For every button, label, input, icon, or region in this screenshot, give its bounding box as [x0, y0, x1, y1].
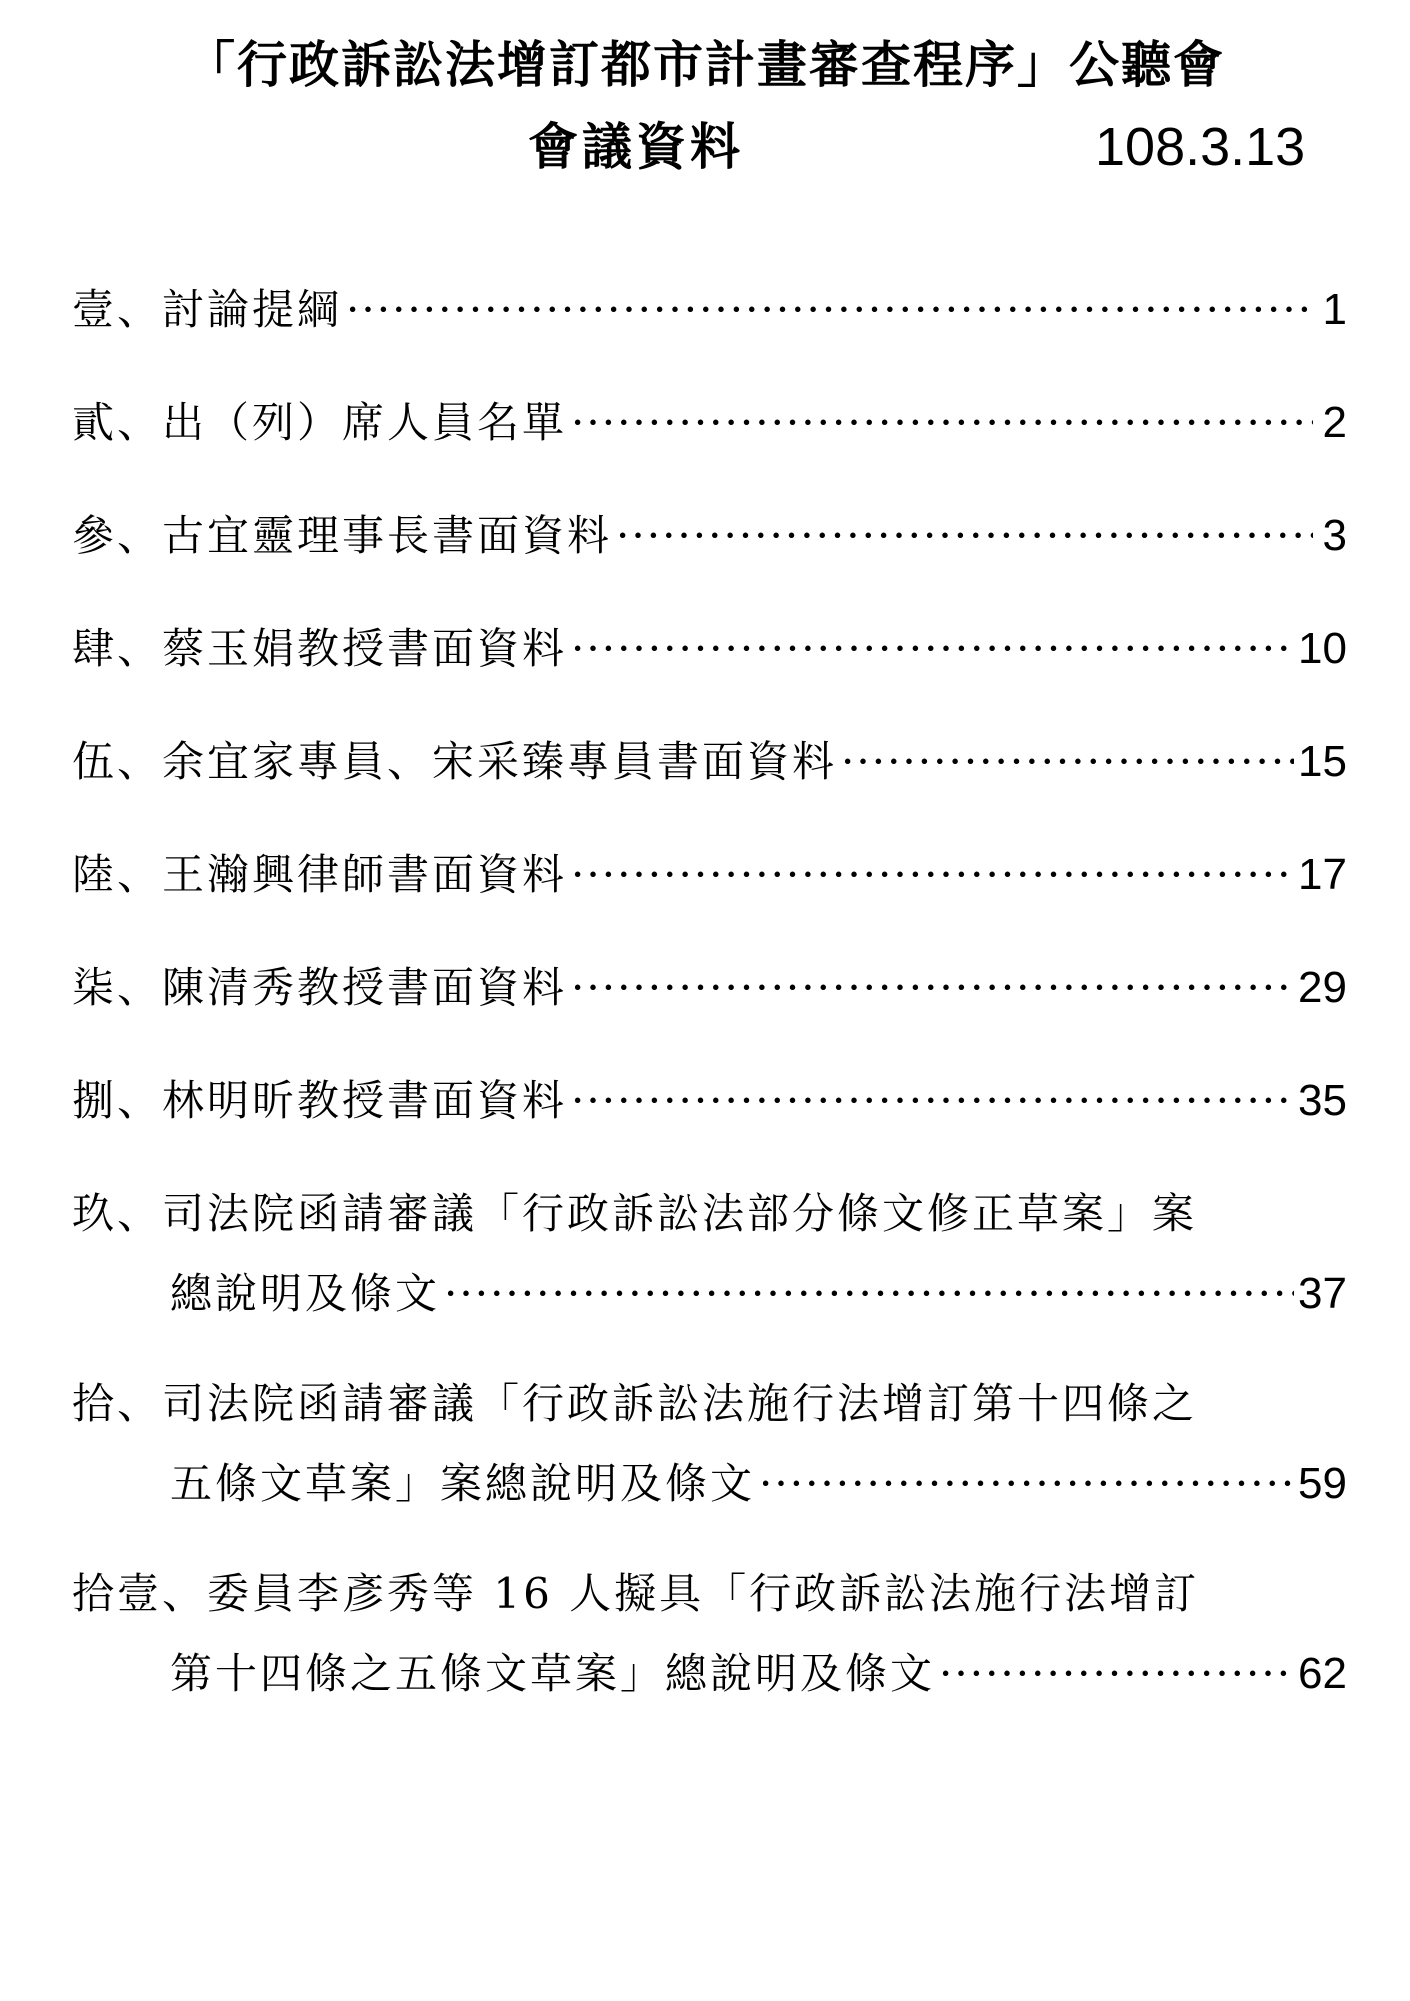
toc-entry: [72, 1174, 1347, 1364]
dot-leader: [939, 1634, 1294, 1714]
dot-leader: [571, 835, 1294, 915]
toc-page-number: 1: [1322, 285, 1347, 334]
toc-entry-label: 拾、司法院函請審議「行政訴訟法施行法增訂第十四條之: [72, 1379, 1198, 1428]
toc-page-number: 29: [1298, 963, 1347, 1012]
toc-entry-label: 伍、余宜家專員、宋采臻專員書面資料: [72, 737, 838, 786]
toc-entry: [72, 496, 1347, 609]
document-title: 「行政訴訟法增訂都市計畫審查程序」公聽會: [185, 36, 1225, 94]
toc-entry-label: 陸、王瀚興律師書面資料: [72, 850, 568, 899]
toc-page-number: 10: [1298, 624, 1347, 673]
toc-entry: [72, 383, 1347, 496]
toc-entry: [72, 722, 1347, 835]
toc-entry-label: 拾壹、委員李彥秀等 16 人擬具「行政訴訟法施行法增訂: [72, 1569, 1200, 1618]
dot-leader: [616, 496, 1313, 576]
toc-page-number: 3: [1322, 511, 1347, 560]
toc-page-number: 37: [1298, 1269, 1347, 1318]
toc-entry-label: 貳、出（列）席人員名單: [72, 398, 568, 447]
toc-page-number: 62: [1298, 1649, 1347, 1698]
toc-entry: [72, 1364, 1347, 1554]
toc-entry-label-continued: 五條文草案」案總說明及條文: [170, 1459, 756, 1508]
toc-entry: [72, 270, 1347, 383]
toc-entry-label-continued: 總說明及條文: [170, 1269, 441, 1318]
dot-leader: [571, 948, 1294, 1028]
toc-page-number: 15: [1298, 737, 1347, 786]
document-date: 108.3.13: [1095, 117, 1306, 177]
dot-leader: [571, 609, 1294, 689]
dot-leader: [841, 722, 1294, 802]
toc-entry-label: 壹、討論提綱: [72, 285, 343, 334]
toc-page-number: 2: [1322, 398, 1347, 447]
toc-entry-label: 肆、蔡玉娟教授書面資料: [72, 624, 568, 673]
toc-entry: [72, 948, 1347, 1061]
toc-page-number: 17: [1298, 850, 1347, 899]
toc-entry: [72, 1554, 1347, 1744]
toc-entry: [72, 1061, 1347, 1174]
toc-entry-label: 柒、陳清秀教授書面資料: [72, 963, 568, 1012]
toc-entry-label: 捌、林明昕教授書面資料: [72, 1076, 568, 1125]
toc-entry-label: 參、古宜靈理事長書面資料: [72, 511, 613, 560]
toc-entry: [72, 835, 1347, 948]
toc-entry-label-continued: 第十四條之五條文草案」總說明及條文: [170, 1649, 936, 1698]
table-of-contents: [72, 270, 1347, 1744]
document-subtitle: 會議資料: [528, 118, 744, 176]
subtitle-row: [0, 107, 1410, 187]
dot-leader: [346, 270, 1313, 350]
toc-entry: [72, 609, 1347, 722]
dot-leader: [444, 1254, 1294, 1334]
toc-page-number: 35: [1298, 1076, 1347, 1125]
dot-leader: [571, 1061, 1294, 1141]
dot-leader: [759, 1444, 1294, 1524]
dot-leader: [571, 383, 1313, 463]
toc-page-number: 59: [1298, 1459, 1347, 1508]
toc-entry-label: 玖、司法院函請審議「行政訴訟法部分條文修正草案」案: [72, 1189, 1198, 1238]
